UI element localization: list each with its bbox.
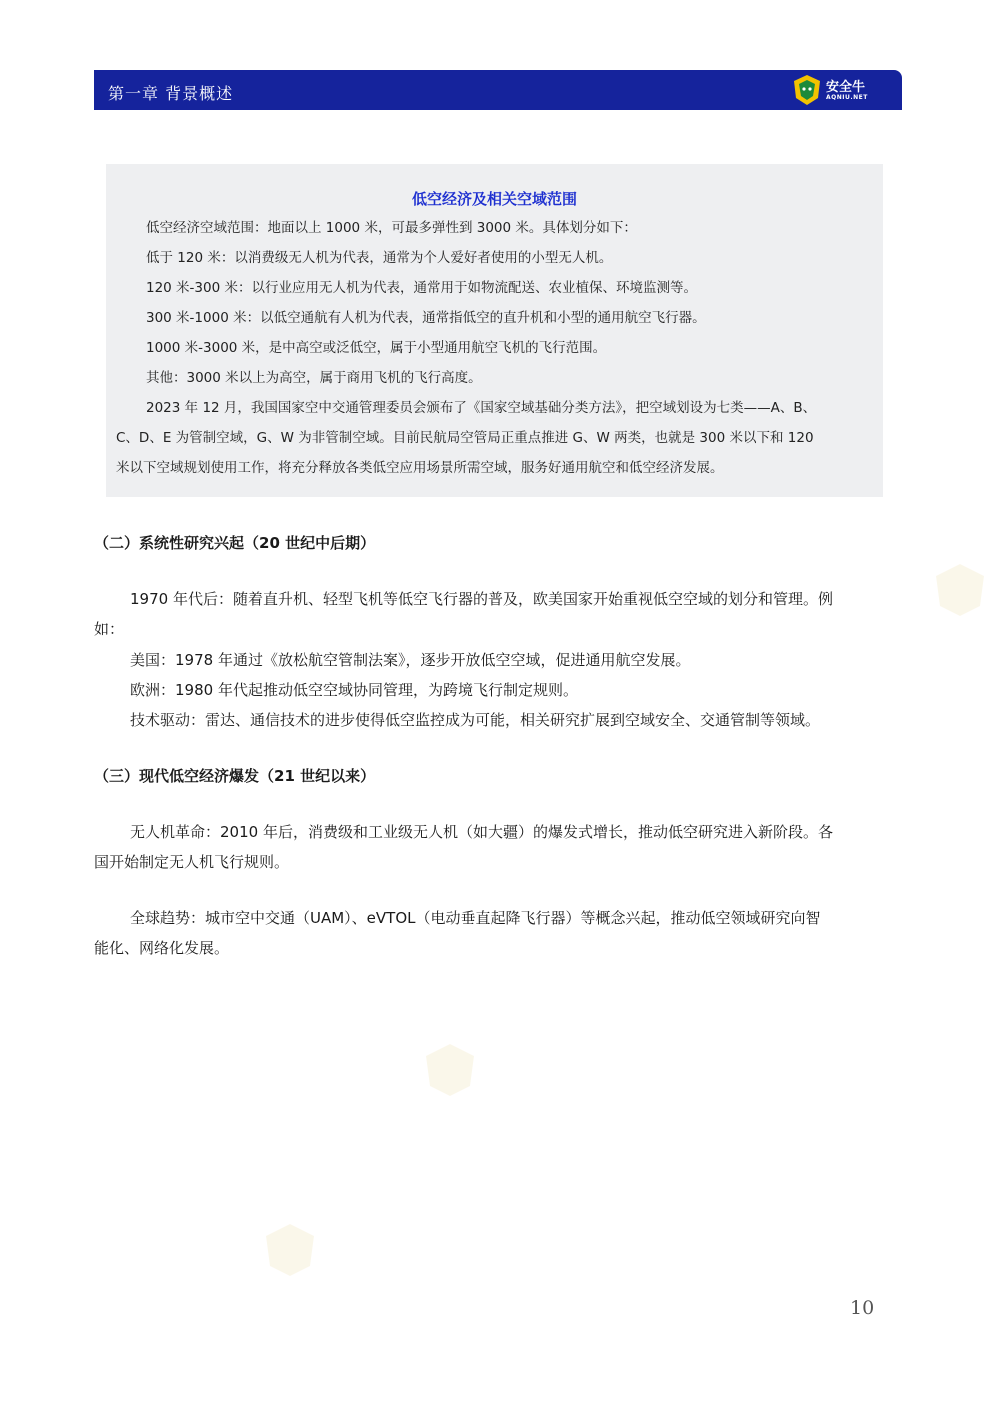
- paragraph: 欧洲：1980 年代起推动低空空域协同管理，为跨境飞行制定规则。: [130, 681, 578, 699]
- paragraph: 全球趋势：城市空中交通（UAM）、eVTOL（电动垂直起降飞行器）等概念兴起，推动低空领域研究向智: [130, 909, 821, 927]
- callout-line: C、D、E 为管制空域，G、W 为非管制空域。目前民航局空管局正重点推进 G、W 两类，也就是 300 米以下和 120: [116, 430, 814, 446]
- paragraph: 技术驱动：雷达、通信技术的进步使得低空监控成为可能，相关研究扩展到空域安全、交通管制等领域。: [130, 711, 821, 729]
- chapter-header-bar: [94, 70, 902, 110]
- paragraph: 国开始制定无人机飞行规则。: [94, 853, 290, 871]
- logo-subtext: AQNIU.NET: [826, 94, 868, 101]
- watermark-logo-icon: [420, 1040, 480, 1100]
- callout-line: 120 米-300 米：以行业应用无人机为代表，通常用于如物流配送、农业植保、环境监测等。: [146, 280, 697, 296]
- section-heading-3: （三）现代低空经济爆发（21 世纪以来）: [94, 767, 376, 785]
- callout-line: 低空经济空域范围：地面以上 1000 米，可最多弹性到 3000 米。具体划分如下：: [146, 220, 637, 236]
- section-heading-2: （二）系统性研究兴起（20 世纪中后期）: [94, 534, 376, 552]
- watermark-logo-icon: [930, 560, 990, 620]
- paragraph: 无人机革命：2010 年后，消费级和工业级无人机（如大疆）的爆发式增长，推动低空研究进入新阶段。各: [130, 823, 833, 841]
- paragraph: 美国：1978 年通过《放松航空管制法案》，逐步开放低空空域，促进通用航空发展。: [130, 651, 691, 669]
- callout-line: 其他：3000 米以上为高空，属于商用飞机的飞行高度。: [146, 370, 482, 386]
- callout-line: 低于 120 米：以消费级无人机为代表，通常为个人爱好者使用的小型无人机。: [146, 250, 613, 266]
- callout-line: 米以下空域规划使用工作，将充分释放各类低空应用场景所需空域，服务好通用航空和低空经济发展。: [116, 460, 724, 476]
- logo-text: 安全牛: [826, 80, 866, 95]
- callout-line: 300 米-1000 米：以低空通航有人机为代表，通常指低空的直升机和小型的通用航空飞行器。: [146, 310, 706, 326]
- callout-title: 低空经济及相关空域范围: [411, 190, 577, 208]
- callout-line: 2023 年 12 月，我国国家空中交通管理委员会颁布了《国家空域基础分类方法》，把空域划设为七类——A、B、: [146, 400, 817, 416]
- brand-logo: [792, 74, 872, 106]
- page-number: 10: [850, 1297, 875, 1319]
- shield-logo-icon: [792, 74, 822, 106]
- watermark-logo-icon: [260, 1220, 320, 1280]
- paragraph: 能化、网络化发展。: [94, 939, 230, 957]
- info-callout-box: [106, 164, 883, 497]
- paragraph: 1970 年代后：随着直升机、轻型飞机等低空飞行器的普及，欧美国家开始重视低空空域的划分和管理。例: [130, 590, 833, 608]
- paragraph: 如：: [94, 620, 125, 638]
- chapter-title: 第一章 背景概述: [108, 84, 234, 103]
- callout-line: 1000 米-3000 米，是中高空或泛低空，属于小型通用航空飞机的飞行范围。: [146, 340, 607, 356]
